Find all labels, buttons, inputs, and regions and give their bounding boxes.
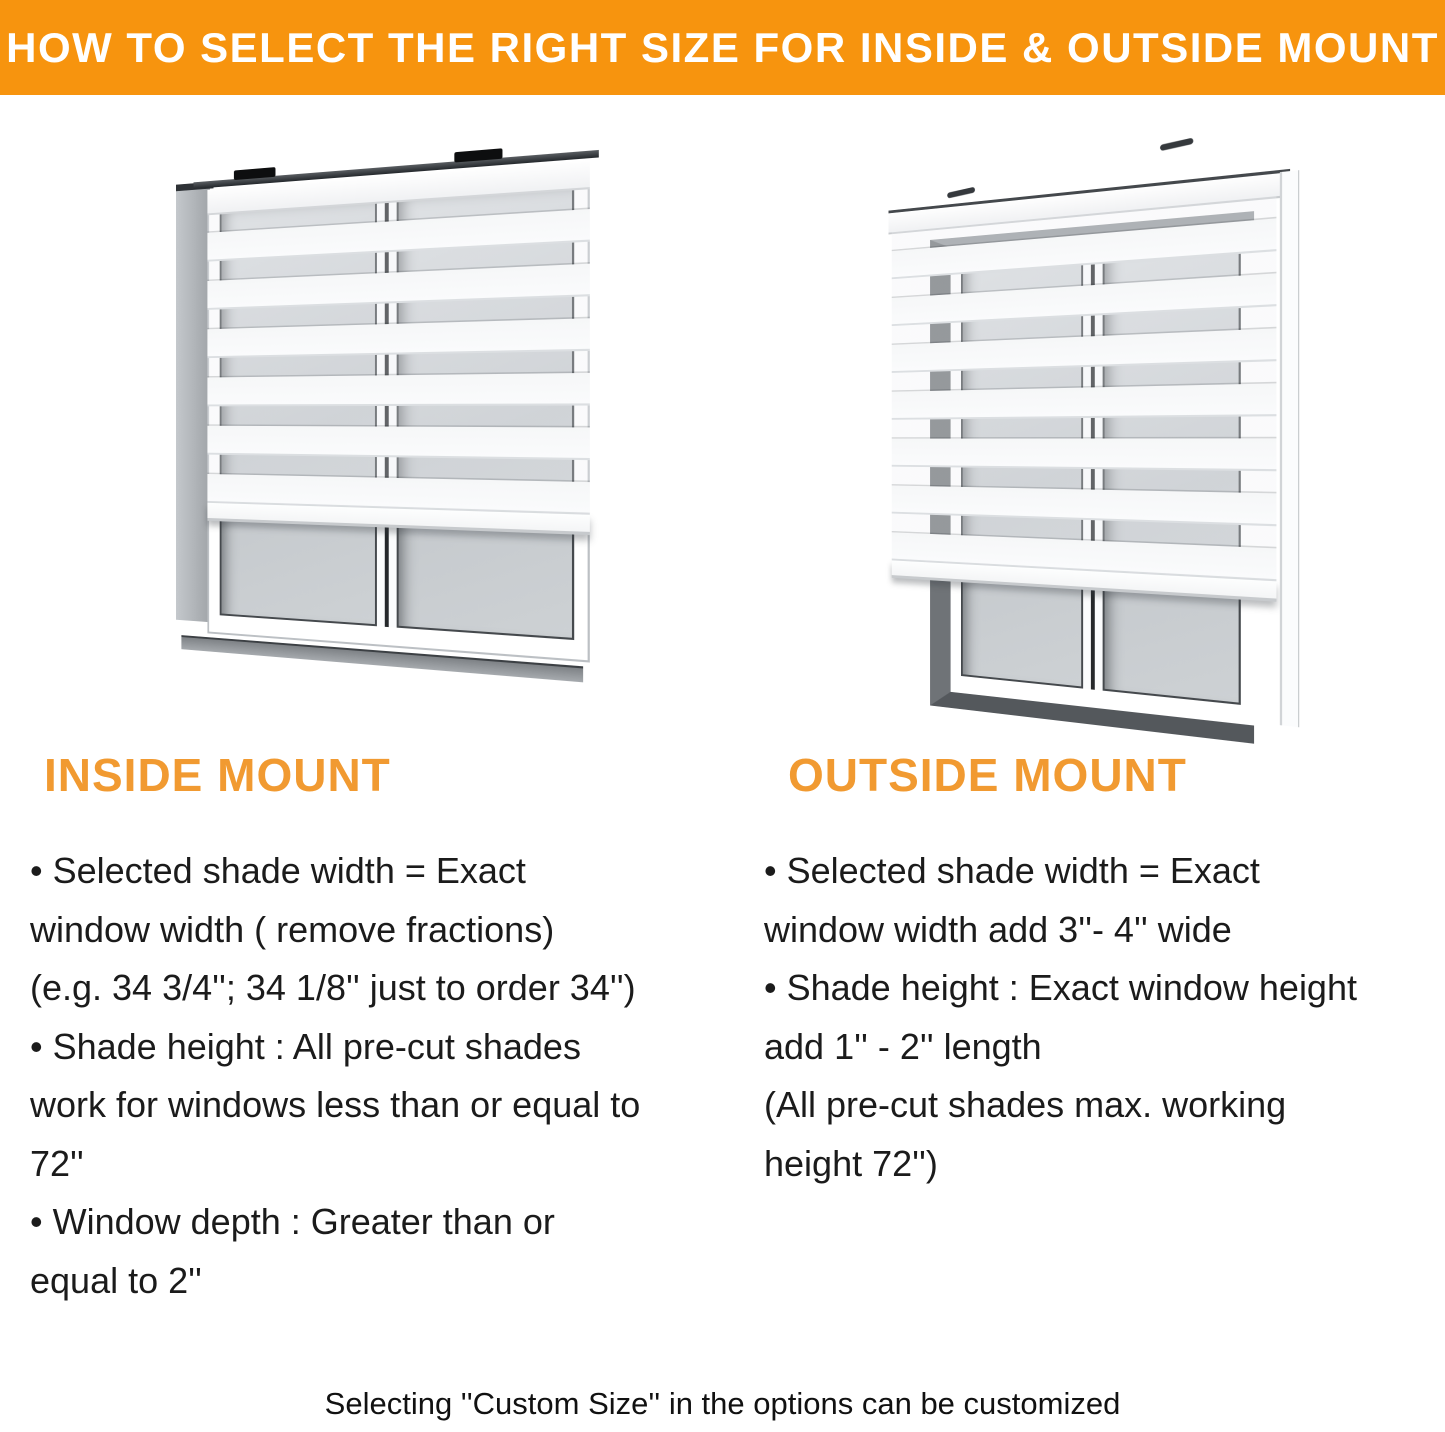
- outside-mount-illustration: [862, 146, 1312, 734]
- spec-line: (e.g. 34 3/4''; 34 1/8'' just to order 34''): [30, 967, 636, 1008]
- outside-mount-specs: [764, 842, 1434, 1193]
- custom-size-note: Selecting ''Custom Size'' in the options can be customized: [324, 1386, 1121, 1421]
- shade-side-rail: [1280, 170, 1299, 727]
- zebra-shade: [207, 187, 589, 515]
- spec-line: • Shade height : All pre-cut shades: [30, 1025, 581, 1067]
- spec-line: • Selected shade width = Exact: [764, 850, 1260, 891]
- window-frame-left-jamb: [176, 189, 210, 623]
- spec-line: window width ( remove fractions): [30, 908, 555, 950]
- banner: [0, 0, 1445, 95]
- inside-mount-heading: INSIDE MOUNT: [44, 749, 391, 801]
- spec-line: (All pre-cut shades max. working: [764, 1084, 1287, 1125]
- spec-line: equal to 2'': [30, 1259, 202, 1301]
- inside-mount-specs: [30, 842, 730, 1310]
- banner-title: HOW TO SELECT THE RIGHT SIZE FOR INSIDE & OUTSIDE MOUNT: [6, 23, 1439, 71]
- inside-mount-perspective: [176, 131, 599, 695]
- spec-line: work for windows less than or equal to: [30, 1084, 641, 1125]
- wall-bracket-icon: [947, 187, 975, 199]
- inside-mount-illustration: [158, 150, 588, 675]
- spec-line: • Shade height : Exact window height: [764, 967, 1357, 1008]
- outside-mount-heading: OUTSIDE MOUNT: [788, 749, 1187, 801]
- spec-line: window width add 3''- 4'' wide: [764, 908, 1232, 950]
- wall-bracket-icon: [1160, 138, 1194, 152]
- spec-line: add 1'' - 2'' length: [764, 1025, 1042, 1067]
- spec-line: • Selected shade width = Exact: [30, 850, 526, 891]
- spec-line: • Window depth : Greater than or: [30, 1201, 555, 1242]
- spec-line: height 72''): [764, 1142, 938, 1184]
- outside-mount-perspective: [887, 117, 1327, 764]
- zebra-shade: [892, 196, 1277, 581]
- spec-line: 72'': [30, 1142, 84, 1184]
